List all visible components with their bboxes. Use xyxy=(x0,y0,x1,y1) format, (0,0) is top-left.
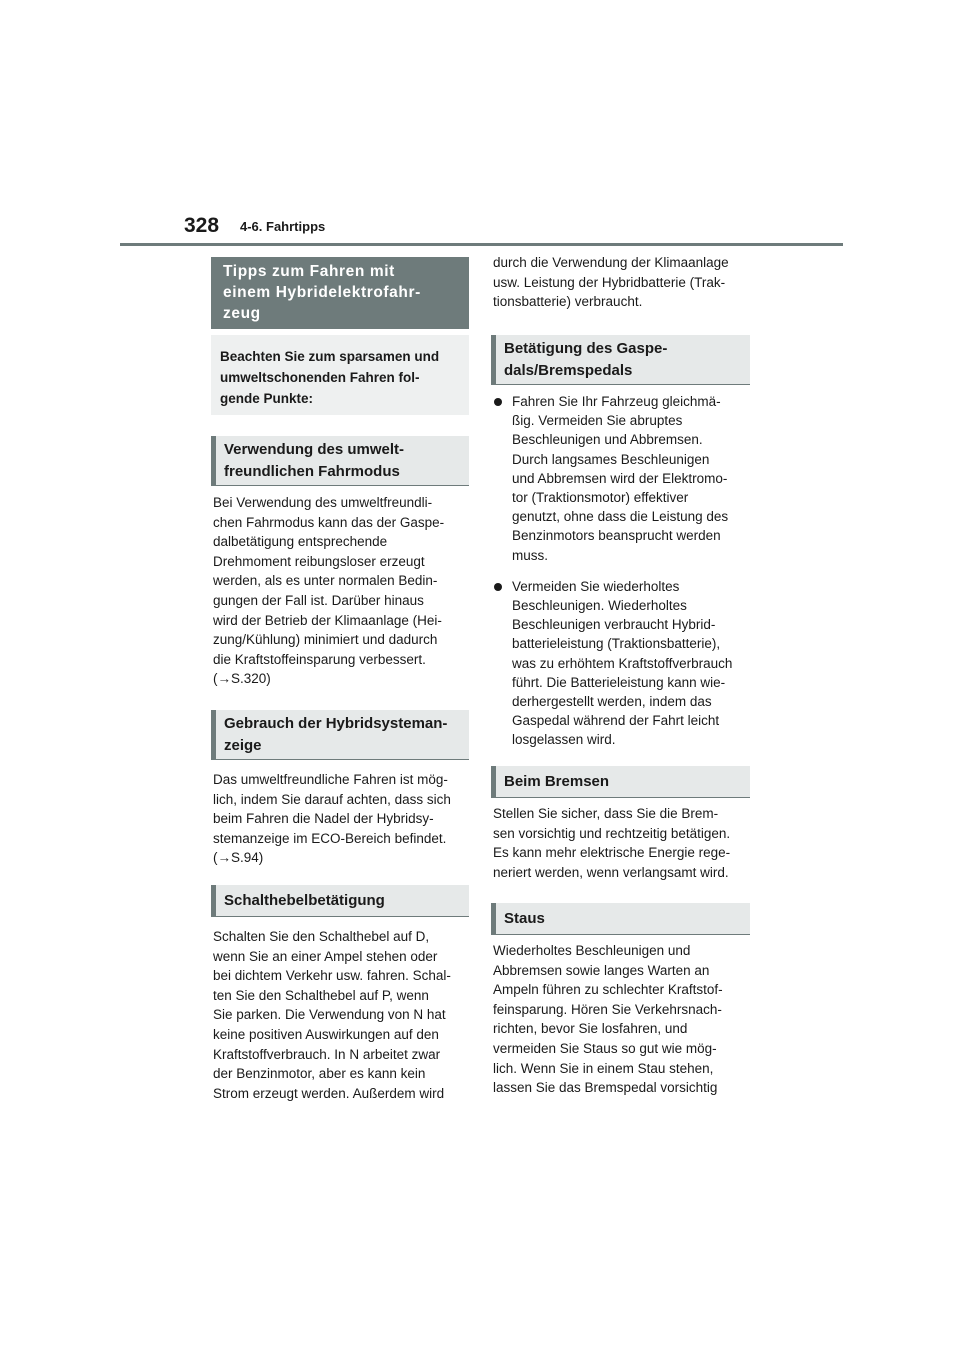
heading-shift-lever xyxy=(211,885,469,917)
intro-box xyxy=(211,335,469,415)
bullet-icon xyxy=(494,398,502,406)
heading-braking xyxy=(491,766,750,798)
page-reference-link[interactable]: (→S.320) xyxy=(213,671,271,687)
intro-line: umweltschonenden Fahren fol- xyxy=(220,370,420,385)
text-line: Benzinmotors beansprucht werden xyxy=(512,528,721,544)
header-divider xyxy=(120,243,843,246)
text-line: wenn Sie an einer Ampel stehen oder xyxy=(213,948,438,964)
page-reference-link[interactable]: (→S.94) xyxy=(213,850,264,866)
text-line: Es kann mehr elektrische Energie rege- xyxy=(493,845,731,861)
heading-line: Schalthebelbetätigung xyxy=(224,891,385,909)
text-line: Vermeiden Sie wiederholtes xyxy=(512,578,680,594)
text-line: tionsbatterie) verbraucht. xyxy=(493,294,643,310)
text-line: Ampeln führen zu schlechter Kraftstof- xyxy=(493,982,723,998)
intro-line: gende Punkte: xyxy=(220,391,314,406)
text-line: bei dichtem Verkehr usw. fahren. Schal- xyxy=(213,968,451,984)
text-line: Beschleunigen verbraucht Hybrid- xyxy=(512,617,716,633)
text-line: beim Fahren die Nadel der Hybridsy- xyxy=(213,811,434,827)
main-heading-line: zeug xyxy=(223,305,261,322)
heading-traffic-jams xyxy=(491,903,750,935)
text-line: Sie parken. Die Verwendung von N hat xyxy=(213,1007,446,1023)
text-line: Gaspedal während der Fahrt leicht xyxy=(512,713,720,729)
text-line: feinsparung. Hören Sie Verkehrsnach- xyxy=(493,1001,722,1017)
text-line: die Kraftstoffeinsparung verbessert. xyxy=(213,651,426,667)
text-line: batterieleistung (Traktionsbatterie), xyxy=(512,636,721,652)
text-line: tor (Traktionsmotor) effektiver xyxy=(512,490,689,506)
paragraph-braking xyxy=(493,804,730,882)
text-line: wird der Betrieb der Klimaanlage (Hei- xyxy=(213,612,442,628)
heading-line: Staus xyxy=(504,909,545,927)
list-item xyxy=(493,577,753,750)
text-line: lich. Wenn Sie in einem Stau stehen, xyxy=(493,1060,714,1076)
text-line: keine positiven Auswirkungen auf den xyxy=(213,1026,439,1042)
text-line: ßig. Vermeiden Sie abruptes xyxy=(512,413,683,429)
text-line: führt. Die Batterieleistung kann wie- xyxy=(512,674,726,690)
paragraph-traffic-jams xyxy=(493,941,723,1098)
text-line: was zu erhöhtem Kraftstoffverbrauch xyxy=(512,655,733,671)
page-number: 328 xyxy=(184,214,220,237)
text-line: werden, als es unter normalen Bedin- xyxy=(213,573,438,589)
text-line: Abbremsen sowie langes Warten an xyxy=(493,962,710,978)
main-heading-line: Tipps zum Fahren mit xyxy=(223,263,395,280)
main-heading xyxy=(211,257,469,329)
text-line: genutzt, ohne dass die Leistung des xyxy=(512,509,729,525)
heading-line: Verwendung des umwelt- xyxy=(224,440,405,458)
section-label: 4-6. Fahrtipps xyxy=(240,219,326,234)
text-line: richten, bevor Sie losfahren, und xyxy=(493,1021,688,1037)
paragraph-shift-lever xyxy=(213,927,451,1103)
text-line: ten Sie den Schalthebel auf P, wenn xyxy=(213,987,429,1003)
text-line: derhergestellt werden, indem das xyxy=(512,694,712,710)
text-line: Schalten Sie den Schalthebel auf D, xyxy=(213,929,430,944)
bullet-list-pedals xyxy=(493,392,753,762)
text-line: Fahren Sie Ihr Fahrzeug gleichmä- xyxy=(512,394,721,409)
text-line: Beschleunigen und Abbremsen. xyxy=(512,432,703,448)
text-line: zung/Kühlung) minimiert und dadurch xyxy=(213,632,438,648)
paragraph-eco-mode xyxy=(213,493,444,689)
heading-pedals xyxy=(491,335,750,385)
text-line: Das umweltfreundliche Fahren ist mög- xyxy=(213,772,448,787)
text-line: und Abbremsen wird der Elektromo- xyxy=(512,470,728,486)
text-line: muss. xyxy=(512,547,549,563)
list-item xyxy=(493,392,753,565)
text-line: Strom erzeugt werden. Außerdem wird xyxy=(213,1085,445,1101)
paragraph-continuation xyxy=(493,253,729,312)
text-line: durch die Verwendung der Klimaanlage xyxy=(493,255,729,270)
text-line: Bei Verwendung des umweltfreundli- xyxy=(213,495,433,510)
text-line: Durch langsames Beschleunigen xyxy=(512,451,710,467)
heading-line: zeige xyxy=(224,736,262,754)
text-line: Kraftstoffverbrauch. In N arbeitet zwar xyxy=(213,1046,441,1062)
paragraph-hybrid-indicator xyxy=(213,770,451,868)
text-line: dalbetätigung entsprechende xyxy=(213,534,388,550)
heading-eco-mode xyxy=(211,436,469,486)
heading-line: Gebrauch der Hybridsysteman- xyxy=(224,714,448,732)
text-line: lich, indem Sie darauf achten, dass sich xyxy=(213,791,451,807)
text-line: der Benzinmotor, aber es kann kein xyxy=(213,1066,426,1082)
text-line: usw. Leistung der Hybridbatterie (Trak- xyxy=(493,274,726,290)
heading-hybrid-indicator xyxy=(211,710,469,760)
heading-line: Beim Bremsen xyxy=(504,772,610,790)
text-line: Wiederholtes Beschleunigen und xyxy=(493,943,691,958)
text-line: vermeiden Sie Staus so gut wie mög- xyxy=(493,1040,717,1056)
text-line: lassen Sie das Bremspedal vorsichtig xyxy=(493,1080,718,1096)
heading-line: Betätigung des Gaspe- xyxy=(504,339,668,357)
text-line: sen vorsichtig und rechtzeitig betätigen. xyxy=(493,825,731,841)
text-line: Stellen Sie sicher, dass Sie die Brem- xyxy=(493,806,719,821)
text-line: Drehmoment reibungsloser erzeugt xyxy=(213,553,425,569)
heading-line: dals/Bremspedals xyxy=(504,361,633,379)
text-line: gungen der Fall ist. Darüber hinaus xyxy=(213,592,424,608)
text-line: neriert werden, wenn verlangsamt wird. xyxy=(493,864,729,880)
text-line: Beschleunigen. Wiederholtes xyxy=(512,598,687,614)
main-heading-line: einem Hybridelektrofahr- xyxy=(223,284,421,301)
heading-line: freundlichen Fahrmodus xyxy=(224,462,400,480)
bullet-icon xyxy=(494,583,502,591)
intro-line: Beachten Sie zum sparsamen und xyxy=(220,349,440,364)
text-line: stemanzeige im ECO-Bereich befindet. xyxy=(213,830,447,846)
text-line: losgelassen wird. xyxy=(512,732,616,748)
text-line: chen Fahrmodus kann das der Gaspe- xyxy=(213,514,445,530)
